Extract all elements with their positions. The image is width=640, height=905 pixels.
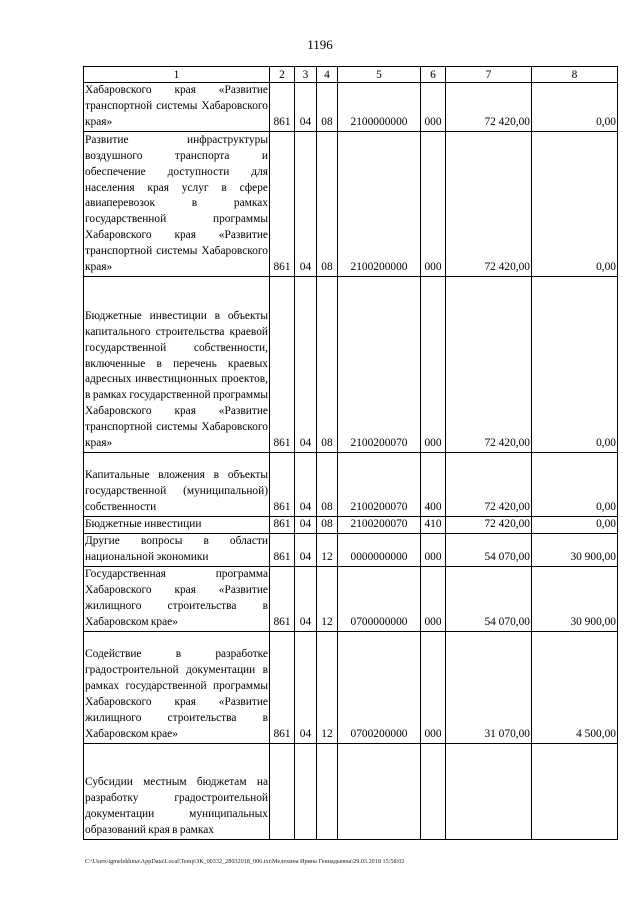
- column-header: 7: [446, 67, 532, 83]
- target-article-cell: 2100000000: [338, 83, 421, 132]
- admin-code-cell: 861: [270, 83, 295, 132]
- subsection-cell: 12: [317, 533, 338, 566]
- amount-cell: 0,00: [532, 453, 618, 517]
- row-name-cell: Бюджетные инвестиции: [84, 517, 270, 534]
- admin-code-cell: 861: [270, 132, 295, 277]
- budget-table: [83, 66, 618, 840]
- table-row: [84, 277, 618, 453]
- table-row: [84, 453, 618, 517]
- table-header-row: [84, 67, 618, 83]
- expense-type-cell: [421, 743, 446, 839]
- row-name-cell: Бюджетные инвестиции в объекты капитального строительства краевой государственной собственности, включенные в перечень краевых адресных инвестиционных проектов, в рамках государственной программы Хабаровского края «Развитие транспортной системы Хабаровского края»: [84, 277, 270, 453]
- expense-type-cell: 000: [421, 132, 446, 277]
- subsection-cell: 08: [317, 517, 338, 534]
- section-cell: 04: [295, 83, 317, 132]
- amount-cell: 72 420,00: [446, 453, 532, 517]
- section-cell: [295, 743, 317, 839]
- amount-cell: [446, 743, 532, 839]
- section-cell: 04: [295, 277, 317, 453]
- subsection-cell: 08: [317, 453, 338, 517]
- target-article-cell: [338, 743, 421, 839]
- target-article-cell: 0700000000: [338, 566, 421, 631]
- expense-type-cell: 400: [421, 453, 446, 517]
- row-name-cell: Другие вопросы в области национальной экономики: [84, 533, 270, 566]
- table-row: [84, 743, 618, 839]
- row-name-cell: Капитальные вложения в объекты государственной (муниципальной) собственности: [84, 453, 270, 517]
- file-path-footer: C:\Users\igmelekhina\AppData\Local\Temp\ЗК_00332_28032018_006.txt\Мелехина Ирина Геннадьевна\29.03.2018 15:58:02: [85, 858, 405, 865]
- amount-cell: 72 420,00: [446, 277, 532, 453]
- amount-cell: 4 500,00: [532, 631, 618, 743]
- expense-type-cell: 000: [421, 83, 446, 132]
- target-article-cell: 2100200070: [338, 453, 421, 517]
- admin-code-cell: 861: [270, 631, 295, 743]
- amount-cell: 72 420,00: [446, 517, 532, 534]
- section-cell: 04: [295, 132, 317, 277]
- column-header: 8: [532, 67, 618, 83]
- column-header: 6: [421, 67, 446, 83]
- amount-cell: 0,00: [532, 277, 618, 453]
- admin-code-cell: 861: [270, 566, 295, 631]
- expense-type-cell: 000: [421, 631, 446, 743]
- table-row: [84, 517, 618, 534]
- subsection-cell: 08: [317, 132, 338, 277]
- target-article-cell: 2100200070: [338, 517, 421, 534]
- page-number: 1196: [307, 37, 333, 52]
- table-row: [84, 83, 618, 132]
- target-article-cell: 0000000000: [338, 533, 421, 566]
- subsection-cell: [317, 743, 338, 839]
- amount-cell: 31 070,00: [446, 631, 532, 743]
- section-cell: 04: [295, 453, 317, 517]
- amount-cell: 72 420,00: [446, 83, 532, 132]
- amount-cell: 54 070,00: [446, 533, 532, 566]
- amount-cell: 30 900,00: [532, 566, 618, 631]
- amount-cell: [532, 743, 618, 839]
- table-row: [84, 533, 618, 566]
- section-cell: 04: [295, 566, 317, 631]
- admin-code-cell: 861: [270, 533, 295, 566]
- row-name-cell: Хабаровского края «Развитие транспортной системы Хабаровского края»: [84, 83, 270, 132]
- admin-code-cell: 861: [270, 453, 295, 517]
- subsection-cell: 08: [317, 83, 338, 132]
- expense-type-cell: 000: [421, 533, 446, 566]
- section-cell: 04: [295, 631, 317, 743]
- amount-cell: 30 900,00: [532, 533, 618, 566]
- amount-cell: 72 420,00: [446, 132, 532, 277]
- column-header: 3: [295, 67, 317, 83]
- section-cell: 04: [295, 517, 317, 534]
- target-article-cell: 2100200000: [338, 132, 421, 277]
- row-name-cell: Субсидии местным бюджетам на разработку градостроительной документации муниципальных образований края в рамках: [84, 743, 270, 839]
- target-article-cell: 2100200070: [338, 277, 421, 453]
- row-name-cell: Содействие в разработке градостроительной документации в рамках государственной программы Хабаровского края «Развитие жилищного строительства в Хабаровском крае»: [84, 631, 270, 743]
- table-row: [84, 132, 618, 277]
- subsection-cell: 12: [317, 566, 338, 631]
- column-header: 4: [317, 67, 338, 83]
- row-name-cell: Развитие инфраструктуры воздушного транспорта и обеспечение доступности для населения края услуг в сфере авиаперевозок в рамках государственной программы Хабаровского края «Развитие транспортной системы Хабаровского края»: [84, 132, 270, 277]
- admin-code-cell: 861: [270, 517, 295, 534]
- table-row: [84, 566, 618, 631]
- subsection-cell: 08: [317, 277, 338, 453]
- target-article-cell: 0700200000: [338, 631, 421, 743]
- subsection-cell: 12: [317, 631, 338, 743]
- amount-cell: 0,00: [532, 83, 618, 132]
- expense-type-cell: 000: [421, 277, 446, 453]
- table-row: [84, 631, 618, 743]
- expense-type-cell: 000: [421, 566, 446, 631]
- amount-cell: 54 070,00: [446, 566, 532, 631]
- amount-cell: 0,00: [532, 132, 618, 277]
- column-header: 2: [270, 67, 295, 83]
- row-name-cell: Государственная программа Хабаровского края «Развитие жилищного строительства в Хабаровском крае»: [84, 566, 270, 631]
- admin-code-cell: [270, 743, 295, 839]
- column-header: 1: [84, 67, 270, 83]
- expense-type-cell: 410: [421, 517, 446, 534]
- amount-cell: 0,00: [532, 517, 618, 534]
- section-cell: 04: [295, 533, 317, 566]
- column-header: 5: [338, 67, 421, 83]
- admin-code-cell: 861: [270, 277, 295, 453]
